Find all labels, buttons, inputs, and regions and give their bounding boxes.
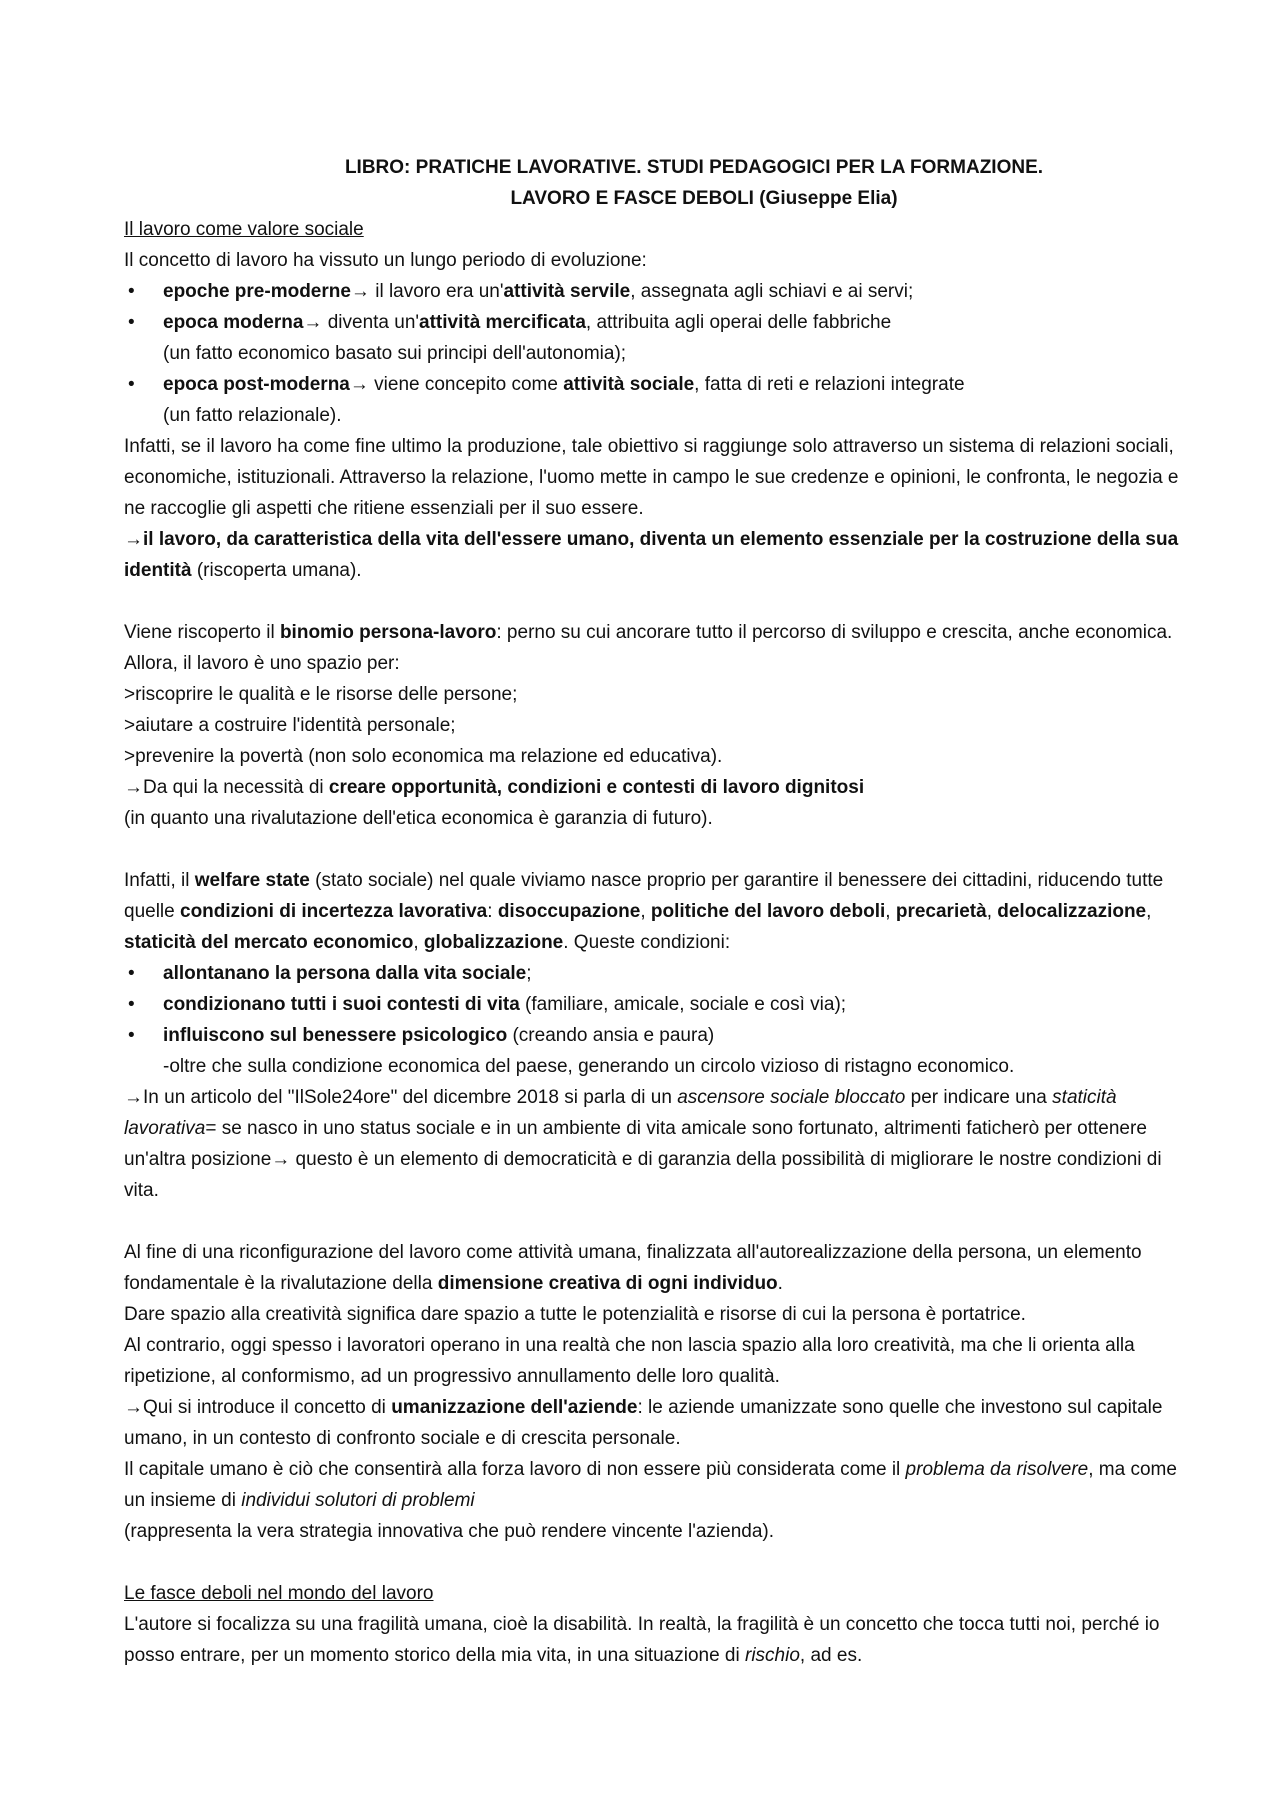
bullet-item: • condizionano tutti i suoi contesti di vita (familiare, amicale, sociale e così via);: [124, 989, 1184, 1020]
paragraph-contrario: Al contrario, oggi spesso i lavoratori operano in una realtà che non lascia spazio alla loro creatività, ma che li orienta alla ripetizione, al conformismo, ad un progressivo annullamento delle loro qualità.: [124, 1335, 1135, 1387]
bullet-dot-icon: •: [128, 374, 135, 395]
paragraph-relazioni: Infatti, se il lavoro ha come fine ultimo la produzione, tale obiettivo si raggiunge solo attraverso un sistema di relazioni sociali, economiche, istituzionali. Attraverso la relazione, l'uomo mette in campo le sue credenze e opinioni, le confronta, le negozia e ne raccoglie gli aspetti che ritiene essenziali per il suo essere.: [124, 436, 1179, 519]
spacer: [124, 1547, 1184, 1578]
paragraph-fragilita: L'autore si focalizza su una fragilità umana, cioè la disabilità. In realtà, la fragilità è un concetto che tocca tutti noi, perché io posso entrare, per un momento storico della mia vita, in una situazione di rischio, ad es.: [124, 1614, 1160, 1666]
bullet-item: • influiscono sul benessere psicologico (creando ansia e paura): [124, 1020, 1184, 1051]
document-body: [124, 152, 1184, 1671]
bullet-list-condizioni: [124, 958, 1184, 1082]
paragraph-binomio: Viene riscoperto il binomio persona-lavoro: perno su cui ancorare tutto il percorso di sviluppo e crescita, anche economica. Allora, il lavoro è uno spazio per:: [124, 622, 1173, 674]
document-title-line-2: LAVORO E FASCE DEBOLI (Giuseppe Elia): [510, 188, 898, 209]
bullet-item: • epoca moderna→ diventa un'attività mercificata, attribuita agli operai delle fabbriche: [124, 307, 1184, 338]
document-title-line-1: LIBRO: PRATICHE LAVORATIVE. STUDI PEDAGOGICI PER LA FORMAZIONE.: [344, 157, 1044, 178]
bullet-list-epoche: [124, 276, 1184, 431]
bullet-item: • epoche pre-moderne→ il lavoro era un'attività servile, assegnata agli schiavi e ai servi;: [124, 276, 1184, 307]
paragraph-strategia: (rappresenta la vera strategia innovativa che può rendere vincente l'azienda).: [124, 1521, 775, 1542]
spacer: [124, 586, 1184, 617]
paragraph-intro: Il concetto di lavoro ha vissuto un lungo periodo di evoluzione:: [124, 250, 647, 271]
paragraph-etica: (in quanto una rivalutazione dell'etica economica è garanzia di futuro).: [124, 808, 713, 829]
spacer: [124, 1206, 1184, 1237]
paragraph-ascensore-sociale: →In un articolo del "IlSole24ore" del dicembre 2018 si parla di un ascensore sociale bloccato per indicare una staticità lavorativa= se nasco in uno status sociale e in un ambiente di vita amicale sono fortunato, altrimenti faticherò per ottenere un'altra posizione→ questo è un elemento di democraticità e di garanzia della possibilità di migliorare le nostre condizioni di vita.: [124, 1087, 1162, 1201]
bullet-dot-icon: •: [128, 1025, 135, 1046]
paragraph-creativita: Dare spazio alla creatività significa dare spazio a tutte le potenzialità e risorse di cui la persona è portatrice.: [124, 1304, 1026, 1325]
bullet-item: • epoca post-moderna→ viene concepito come attività sociale, fatta di reti e relazioni integrate: [124, 369, 1184, 400]
list-item: >aiutare a costruire l'identità personale;: [124, 715, 456, 736]
bullet-dot-icon: •: [128, 312, 135, 333]
paragraph-identita: →il lavoro, da caratteristica della vita dell'essere umano, diventa un elemento essenziale per la costruzione della sua identità (riscoperta umana).: [124, 529, 1179, 581]
section-heading-lavoro-valore-sociale: Il lavoro come valore sociale: [124, 219, 364, 240]
bullet-dot-icon: •: [128, 963, 135, 984]
bullet-continuation: -oltre che sulla condizione economica del paese, generando un circolo vizioso di ristagno economico.: [163, 1056, 1015, 1077]
list-item: >riscoprire le qualità e le risorse delle persone;: [124, 684, 518, 705]
bullet-dot-icon: •: [128, 994, 135, 1015]
paragraph-capitale-umano: Il capitale umano è ciò che consentirà alla forza lavoro di non essere più considerata come il problema da risolvere, ma come un insieme di individui solutori di problemi: [124, 1459, 1177, 1511]
paragraph-welfare: Infatti, il welfare state (stato sociale) nel quale viviamo nasce proprio per garantire il benessere dei cittadini, riducendo tutte quelle condizioni di incertezza lavorativa: disoccupazione, politiche del lavoro deboli, precarietà, delocalizzazione, staticità del mercato economico, globalizzazione. Queste condizioni:: [124, 870, 1164, 953]
section-heading-fasce-deboli: Le fasce deboli nel mondo del lavoro: [124, 1583, 434, 1604]
bullet-dot-icon: •: [128, 281, 135, 302]
paragraph-riconfigurazione: Al fine di una riconfigurazione del lavoro come attività umana, finalizzata all'autorealizzazione della persona, un elemento fondamentale è la rivalutazione della dimensione creativa di ogni individuo.: [124, 1242, 1142, 1294]
paragraph-umanizzazione: →Qui si introduce il concetto di umanizzazione dell'aziende: le aziende umanizzate sono quelle che investono sul capitale umano, in un contesto di confronto sociale e di crescita personale.: [124, 1397, 1163, 1449]
list-item: >prevenire la povertà (non solo economica ma relazione ed educativa).: [124, 746, 723, 767]
spacer: [124, 834, 1184, 865]
bullet-continuation: (un fatto economico basato sui principi dell'autonomia);: [163, 343, 627, 364]
bullet-continuation: (un fatto relazionale).: [163, 405, 342, 426]
bullet-item: • allontanano la persona dalla vita sociale;: [124, 958, 1184, 989]
paragraph-opportunita: →Da qui la necessità di creare opportunità, condizioni e contesti di lavoro dignitosi: [124, 777, 865, 798]
